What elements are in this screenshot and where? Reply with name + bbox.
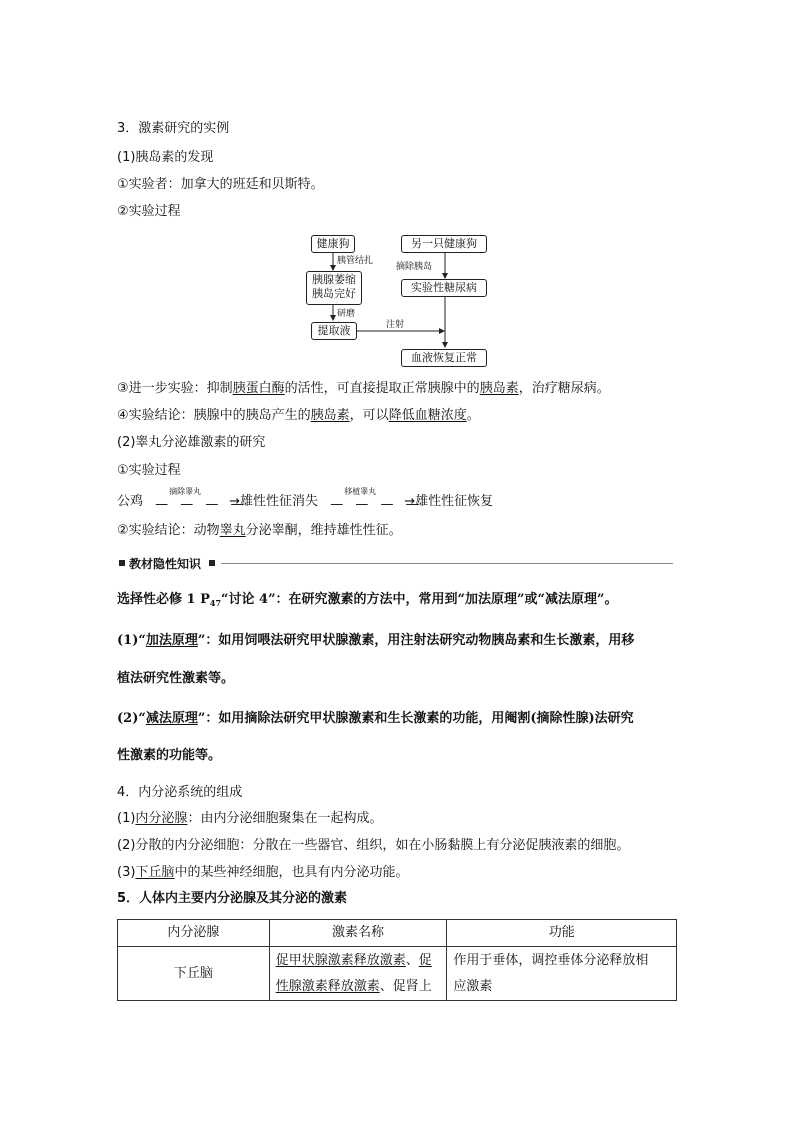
testis-research-title: (2)睾丸分泌雄激素的研究 <box>117 435 266 450</box>
process-title: ②实验过程 <box>117 204 181 219</box>
banner-square-icon <box>119 560 125 566</box>
hidden-knowledge-banner <box>117 556 677 572</box>
hidden-intro: 选择性必修 1 $P_{47}“$讨论 4”：在研究激素的方法中，常用到“加法原理”或“减法原理”。 <box>117 592 618 608</box>
insulin-discovery-title: (1)胰岛素的发现 <box>117 150 214 165</box>
inject-label: 注射 <box>386 320 405 330</box>
hormone-cell: 促甲状腺激素释放激素、促 性腺激素释放激素、促肾上 <box>269 947 447 1001</box>
recovery-box: 血液恢复正常 <box>401 349 487 367</box>
endocrine-gland-item: (1)内分泌腺：由内分泌细胞聚集在一起构成。 <box>117 811 383 826</box>
gland-cell: 下丘脑 <box>118 947 270 1001</box>
experimenter-line: ①实验者：加拿大的班廷和贝斯特。 <box>117 177 324 192</box>
subtraction-principle-line2: 性激素的功能等。 <box>117 748 222 763</box>
remove-testis-arrow: 摘除睾丸 — — — — <box>155 487 248 512</box>
extract-box: 提取液 <box>311 322 357 340</box>
insulin-conclusion: ④实验结论：胰腺中的胰岛产生的胰岛素，可以降低血糖浓度。 <box>117 408 480 423</box>
scattered-cells-item: (2)分散的内分泌细胞：分散在一些器官、组织，如在小肠黏膜上有分泌促胰液素的细胞。 <box>117 838 630 853</box>
function-cell: 作用于垂体，调控垂体分泌释放相 应激素 <box>447 947 677 1001</box>
atrophy-line1: 胰腺萎缩 <box>312 273 356 286</box>
testis-conclusion: ②实验结论：动物睾丸分泌睾酮，维持雄性性征。 <box>117 523 402 538</box>
further-experiment: ③进一步实验：抑制胰蛋白酶的活性，可直接提取正常胰腺中的胰岛素，治疗糖尿病。 <box>117 381 610 396</box>
diabetes-box: 实验性糖尿病 <box>401 279 487 297</box>
healthy-dog-box: 健康狗 <box>311 235 355 253</box>
grind-label: 研磨 <box>337 309 356 319</box>
header-hormone: 激素名称 <box>269 920 447 947</box>
banner-square-icon-2 <box>209 560 215 566</box>
subtraction-principle-line1: (2)“减法原理”：如用摘除法研究甲状腺激素和生长激素的功能，用阉割(摘除性腺)法研究 <box>117 711 634 726</box>
atrophy-line2: 胰岛完好 <box>312 287 356 300</box>
section5-heading: 5．人体内主要内分泌腺及其分泌的激素 <box>117 891 348 906</box>
banner-title: 教材隐性知识 <box>129 557 202 571</box>
testis-process-title: ①实验过程 <box>117 463 181 478</box>
section4-heading: 4．内分泌系统的组成 <box>117 785 243 800</box>
gland-hormone-table <box>117 919 677 1001</box>
banner-divider <box>221 563 673 564</box>
hypothalamus-item: (3)下丘脑中的某些神经细胞，也具有内分泌功能。 <box>117 865 409 880</box>
table-header-row <box>118 920 677 947</box>
rooster-label: 公鸡 <box>117 494 144 509</box>
remove-islet-label: 摘除胰岛 <box>396 262 433 272</box>
trait-recover: →雄性性征恢复 <box>404 494 494 509</box>
section3-heading: 3．激素研究的实例 <box>117 121 230 136</box>
another-dog-box: 另一只健康狗 <box>401 235 487 253</box>
header-gland: 内分泌腺 <box>118 920 270 947</box>
addition-principle-line2: 植法研究性激素等。 <box>117 671 235 686</box>
transplant-testis-label: 移植睾丸 <box>344 487 377 496</box>
trait-lost: →雄性性征消失 <box>229 494 319 509</box>
addition-principle-line1: (1)“加法原理”：如用饲喂法研究甲状腺激素，用注射法研究动物胰岛素和生长激素，用移 <box>117 633 635 648</box>
table-row <box>118 947 677 1001</box>
transplant-testis-arrow: 移植睾丸 — — — — <box>330 487 423 512</box>
header-function: 功能 <box>447 920 677 947</box>
remove-testis-label: 摘除睾丸 <box>169 487 202 496</box>
atrophy-box <box>306 271 362 305</box>
rooster-experiment-line <box>117 487 494 512</box>
ligate-label: 胰管结扎 <box>337 256 374 266</box>
